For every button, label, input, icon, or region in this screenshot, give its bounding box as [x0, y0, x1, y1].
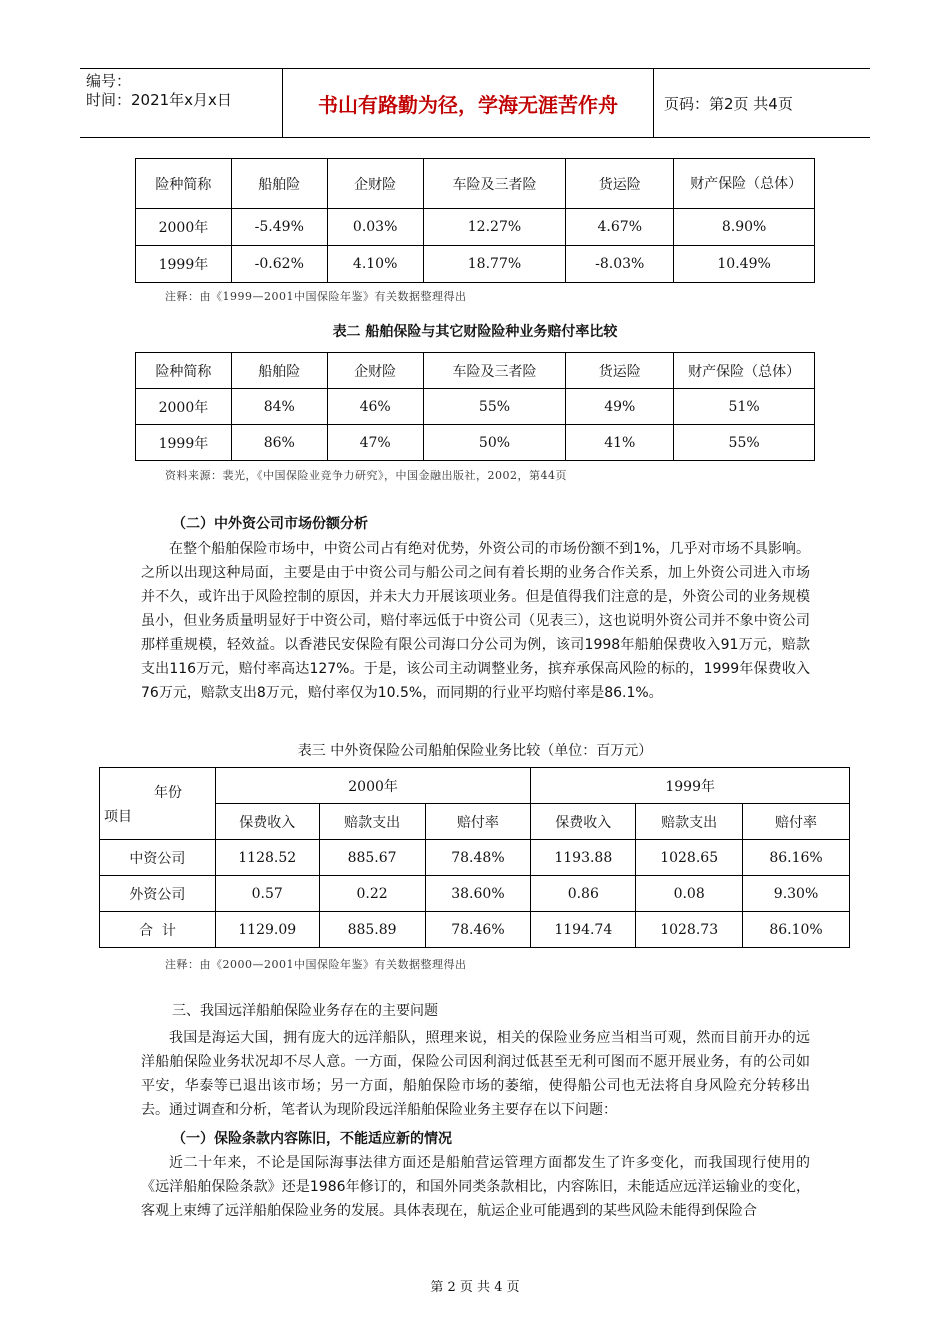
table-cell: 41% — [566, 425, 674, 461]
section3-paragraph2: 近二十年来，不论是国际海事法律方面还是船舶营运管理方面都发生了许多变化，而我国现行使用的《远洋船舶保险条款》还是1986年修订的，和国外同类条款相比，内容陈旧，未能适应远洋运输业的变化，客观上束缚了远洋船舶保险业务的发展。具体表现在，航运企业可能遇到的某些风险未能得到保险合 — [141, 1155, 810, 1219]
table-cell: 1129.09 — [215, 912, 319, 948]
table-row — [136, 209, 815, 246]
table-cell: 86.10% — [743, 912, 850, 948]
table-cell: -5.49% — [231, 209, 327, 246]
header-cell: 船舶险 — [231, 353, 327, 389]
table2-note: 资料来源：裴光，《中国保险业竞争力研究》，中国金融出版社，2002，第44页 — [165, 469, 567, 482]
page-footer: 第 2 页 共 4 页 — [430, 1280, 520, 1295]
table-cell: 84% — [231, 389, 327, 425]
header-cell: 赔付率 — [425, 804, 531, 840]
page-header — [80, 68, 870, 138]
table-cell: 9.30% — [743, 876, 850, 912]
table-cell: 885.67 — [319, 840, 425, 876]
header-cell: 车险及三者险 — [423, 353, 566, 389]
time-label: 时间：2021年x月x日 — [86, 91, 232, 109]
table-cell: 1128.52 — [215, 840, 319, 876]
corner-cell — [100, 768, 216, 840]
section2-body — [141, 537, 810, 705]
table-cell: 4.67% — [566, 209, 674, 246]
header-motto: 书山有路勤为径，学海无涯苦作舟 — [282, 69, 654, 137]
table-year-row — [100, 768, 850, 804]
table-cell: 1028.65 — [636, 840, 743, 876]
table-cell: 1999年 — [136, 246, 232, 283]
table-cell: 49% — [566, 389, 674, 425]
number-label: 编号： — [86, 72, 132, 90]
table-row — [100, 912, 850, 948]
section3-body2 — [141, 1151, 810, 1223]
table-cell: 0.08 — [636, 876, 743, 912]
header-cell: 车险及三者险 — [423, 159, 566, 209]
table-cell: 1999年 — [136, 425, 232, 461]
table-cell: 中资公司 — [100, 840, 216, 876]
section2-paragraph: 在整个船舶保险市场中，中资公司占有绝对优势，外资公司的市场份额不到1%，几乎对市场不具影响。之所以出现这种局面，主要是由于中资公司与船公司之间有着长期的业务合作关系，加上外资公司进入市场并不久，或许出于风险控制的原因，并未大力开展该项业务。但是值得我们注意的是，外资公司的业务规模虽小，但业务质量明显好于中资公司，赔付率远低于中资公司（见表三），这也说明外资公司并不象中资公司那样重规模，轻效益。以香港民安保险有限公司海口分公司为例，该司1998年船舶保费收入91万元，赔款支出116万元，赔付率高达127%。于是，该公司主动调整业务，摈弃承保高风险的标的，1999年保费收入76万元，赔款支出8万元，赔付率仅为10.5%，而同期的行业平均赔付率是86.1%。 — [141, 541, 810, 701]
table-cell: 0.86 — [531, 876, 636, 912]
header-cell: 企财险 — [327, 353, 423, 389]
section2-heading: （二）中外资公司市场份额分析 — [172, 516, 368, 532]
section3-subheading: （一）保险条款内容陈旧，不能适应新的情况 — [172, 1131, 452, 1147]
table-cell: 38.60% — [425, 876, 531, 912]
table-cell: 55% — [423, 389, 566, 425]
header-cell: 赔款支出 — [636, 804, 743, 840]
table-cell: 0.57 — [215, 876, 319, 912]
header-cell: 赔付率 — [743, 804, 850, 840]
table-loss-ratio — [135, 352, 815, 461]
table-header-row — [136, 353, 815, 389]
section3-body — [141, 1026, 810, 1122]
table-cell: 1028.73 — [636, 912, 743, 948]
table-cell: 51% — [674, 389, 815, 425]
table-row — [136, 425, 815, 461]
table-header-row — [136, 159, 815, 209]
table-cell: 10.49% — [674, 246, 815, 283]
table1-note: 注释：由《1999—2001中国保险年鉴》有关数据整理得出 — [165, 290, 467, 303]
table-cell: 1194.74 — [531, 912, 636, 948]
header-cell: 赔款支出 — [319, 804, 425, 840]
table-cell: 2000年 — [136, 209, 232, 246]
table3-caption: 表三 中外资保险公司船舶保险业务比较（单位：百万元） — [297, 743, 653, 759]
table-cell: 55% — [674, 425, 815, 461]
table-cell: 86% — [231, 425, 327, 461]
header-meta — [86, 72, 232, 110]
header-cell: 保费收入 — [531, 804, 636, 840]
table-cell: -0.62% — [231, 246, 327, 283]
table-cell: 18.77% — [423, 246, 566, 283]
header-cell: 船舶险 — [231, 159, 327, 209]
header-cell: 财产保险（总体） — [674, 353, 815, 389]
header-cell: 货运险 — [566, 159, 674, 209]
table-cell: 0.22 — [319, 876, 425, 912]
header-cell: 货运险 — [566, 353, 674, 389]
table-cell: 外资公司 — [100, 876, 216, 912]
table-row — [100, 840, 850, 876]
table-growth-rate — [135, 158, 815, 283]
table-cell: 8.90% — [674, 209, 815, 246]
header-cell: 险种简称 — [136, 159, 232, 209]
table-cell: 12.27% — [423, 209, 566, 246]
table-cell: 合 计 — [100, 912, 216, 948]
corner-year-label: 年份 — [154, 785, 182, 801]
year-1999-header: 1999年 — [531, 768, 850, 804]
section3-paragraph: 我国是海运大国，拥有庞大的远洋船队，照理来说，相关的保险业务应当相当可观，然而目前开办的远洋船舶保险业务状况却不尽人意。一方面，保险公司因利润过低甚至无利可图而不愿开展业务，有的公司如平安，华泰等已退出该市场；另一方面，船舶保险市场的萎缩，使得船公司也无法将自身风险充分转移出去。通过调查和分析，笔者认为现阶段远洋船舶保险业务主要存在以下问题： — [141, 1030, 810, 1118]
year-2000-header: 2000年 — [215, 768, 531, 804]
table-cell: 50% — [423, 425, 566, 461]
header-cell: 企财险 — [327, 159, 423, 209]
header-cell: 险种简称 — [136, 353, 232, 389]
header-cell: 保费收入 — [215, 804, 319, 840]
table-row — [136, 246, 815, 283]
table-cell: 885.89 — [319, 912, 425, 948]
table-cell: -8.03% — [566, 246, 674, 283]
table3-note: 注释：由《2000—2001中国保险年鉴》有关数据整理得出 — [165, 958, 467, 971]
table-cell: 86.16% — [743, 840, 850, 876]
table-company-comparison — [99, 767, 850, 948]
table-row — [136, 389, 815, 425]
table-cell: 4.10% — [327, 246, 423, 283]
section3-heading: 三、我国远洋船舶保险业务存在的主要问题 — [172, 1003, 438, 1019]
table-cell: 1193.88 — [531, 840, 636, 876]
table2-caption: 表二 船舶保险与其它财险险种业务赔付率比较 — [332, 324, 618, 340]
table-cell: 46% — [327, 389, 423, 425]
corner-item-label: 项目 — [104, 809, 132, 825]
table-cell: 2000年 — [136, 389, 232, 425]
table-cell: 0.03% — [327, 209, 423, 246]
table-cell: 47% — [327, 425, 423, 461]
header-page-info: 页码：第2页 共4页 — [664, 94, 793, 113]
table-cell: 78.46% — [425, 912, 531, 948]
header-cell: 财产保险（总体） — [674, 159, 815, 209]
table-row — [100, 876, 850, 912]
table-cell: 78.48% — [425, 840, 531, 876]
